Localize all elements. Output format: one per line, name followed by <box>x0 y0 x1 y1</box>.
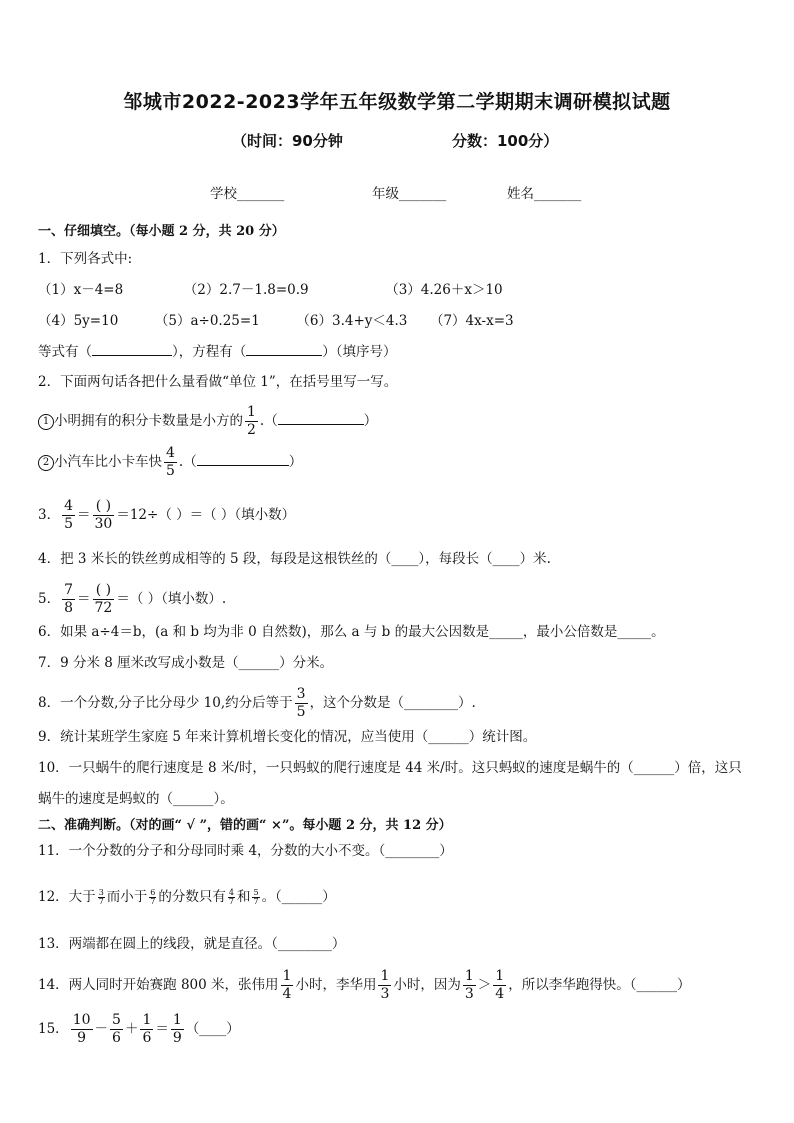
q3-fraction-1 <box>62 498 75 533</box>
q1-items-row1 <box>38 280 503 300</box>
q1-item-4: （4）5y=10 <box>38 313 119 329</box>
circled-number-1: 1 <box>38 414 54 430</box>
q1-item-2: （2）2.7－1.8=0.9 <box>183 282 309 298</box>
frac-num: 1 <box>172 1012 182 1028</box>
q2-part-a <box>38 404 377 439</box>
frac-num: 1 <box>142 1012 152 1028</box>
q5-fraction-1 <box>62 582 75 617</box>
q14-d: ，所以李华跑得快。（______） <box>508 977 691 993</box>
frac-den: 6 <box>112 1030 121 1046</box>
q1-item-5: （5）a÷0.25=1 <box>154 313 260 329</box>
q14-c: 小时，因为 <box>393 977 461 993</box>
school-field[interactable] <box>210 182 284 202</box>
q5-label: 5． <box>38 591 61 607</box>
q1-item-7: （7）4x-x=3 <box>429 313 514 329</box>
q12-fraction-2 <box>149 889 156 906</box>
q11: 11．一个分数的分子和分母同时乘 4，分数的大小不变。（________） <box>38 843 453 859</box>
q12-a: 12．大于 <box>38 889 96 905</box>
greater-than-sign: ＞ <box>477 977 492 993</box>
frac-num: 1 <box>495 968 505 984</box>
q2-part-b <box>38 445 302 480</box>
q12-d: 和 <box>236 889 251 905</box>
q15-fraction-3 <box>140 1012 153 1047</box>
frac-num: 1 <box>464 968 474 984</box>
frac-num: 4 <box>166 445 175 461</box>
school-label: 学校 <box>210 186 237 202</box>
q6: 6．如果 a÷4＝b，(a 和 b 均为非 0 自然数)，那么 a 与 b 的最大公因数是_____，最小公倍数是_____。 <box>38 624 665 640</box>
q14-fraction-2 <box>378 968 391 1003</box>
grade-field[interactable] <box>372 182 446 202</box>
q14-fraction-1 <box>281 968 294 1003</box>
q2-b-fraction <box>164 445 177 480</box>
time-info: （时间：90分钟 <box>232 132 343 150</box>
frac-num: 7 <box>64 582 74 598</box>
grade-label: 年级 <box>372 186 399 202</box>
q10-line2: 蜗牛的速度是蚂蚁的（______）。 <box>38 791 234 807</box>
q1-equation-label-2: ），方程有（ <box>172 344 247 360</box>
q8-pre: 8．一个分数,分子比分母少 10,约分后等于 <box>38 695 293 711</box>
q2-a-blank[interactable] <box>278 410 364 425</box>
frac-den: 3 <box>464 986 474 1002</box>
q1-stem: 1．下列各式中: <box>38 251 133 267</box>
frac-num: 1 <box>282 968 292 984</box>
frac-num: 5 <box>253 888 259 897</box>
q1-equation-blank[interactable] <box>92 341 172 356</box>
frac-den: 5 <box>64 516 74 532</box>
q1-items-row2 <box>38 311 514 331</box>
q15-fraction-2 <box>110 1012 123 1047</box>
frac-den: 9 <box>77 1030 87 1046</box>
frac-den: 9 <box>172 1030 182 1046</box>
q10-line1: 10．一只蜗牛的爬行速度是 8 米/时，一只蚂蚁的爬行速度是 44 米/时。这只蚂蚁的速度是蜗牛的（______）倍，这只 <box>38 760 742 776</box>
q15-tail: （____） <box>185 1021 240 1037</box>
q15 <box>38 1012 240 1047</box>
q3-fraction-2[interactable] <box>93 498 115 533</box>
q2-b-close: ） <box>288 454 303 470</box>
q5-tail: ＝（ ）（填小数）. <box>116 591 227 607</box>
q14-b: 小时，李华用 <box>295 977 377 993</box>
frac-num: 10 <box>72 1012 91 1028</box>
q15-label: 15． <box>38 1021 69 1037</box>
frac-den: 6 <box>142 1030 152 1046</box>
q1-fill-hint: ）（填序号） <box>322 344 397 360</box>
q5-fraction-2[interactable] <box>93 582 115 617</box>
plus-sign: ＋ <box>124 1021 139 1037</box>
school-blank: _______ <box>237 186 285 202</box>
equals-sign: ＝ <box>77 507 91 523</box>
frac-den: 7 <box>98 897 104 906</box>
q12-c: 的分数只有 <box>158 889 226 905</box>
frac-num: 3 <box>98 888 104 897</box>
section2-heading: 二、准确判断。（对的画“ √ ”，错的画“ ×”。每小题 2 分，共 12 分） <box>38 818 452 833</box>
q2-a-text: 小明拥有的积分卡数量是小方的 <box>54 413 243 429</box>
q15-fraction-1 <box>71 1012 93 1047</box>
q12-fraction-4 <box>252 889 259 906</box>
frac-num: 1 <box>380 968 390 984</box>
frac-den: 4 <box>495 986 505 1002</box>
frac-den: 7 <box>150 897 156 906</box>
frac-den: 4 <box>282 986 292 1002</box>
frac-den: 30 <box>94 516 113 532</box>
q1-answer-line <box>38 341 397 362</box>
q8-post: ，这个分数是（________）. <box>309 695 476 711</box>
q1-item-6: （6）3.4+y＜4.3 <box>296 313 408 329</box>
q3 <box>38 498 295 533</box>
q14-a: 14．两人同时开始赛跑 800 米，张伟用 <box>38 977 279 993</box>
name-label: 姓名 <box>507 186 534 202</box>
page-title: 邹城市2022-2023学年五年级数学第二学期期末调研模拟试题 <box>123 91 671 113</box>
q1-formula-blank[interactable] <box>246 341 322 356</box>
q14-fraction-3 <box>463 968 476 1003</box>
q9: 9．统计某班学生家庭 5 年来计算机增长变化的情况，应当使用（______）统计图。 <box>38 729 537 745</box>
q13: 13．两端都在圆上的线段，就是直径。（________） <box>38 936 346 952</box>
score-info: 分数：100分） <box>452 132 559 150</box>
q12-fraction-1 <box>98 889 105 906</box>
frac-den: 5 <box>296 704 306 720</box>
frac-num: ( ) <box>93 498 115 516</box>
frac-num: 4 <box>228 888 234 897</box>
q3-label: 3． <box>38 507 61 523</box>
q8-fraction <box>295 686 308 721</box>
frac-den: 5 <box>166 463 175 479</box>
q12-b: 而小于 <box>106 889 148 905</box>
name-blank: _______ <box>534 186 582 202</box>
q2-b-blank[interactable] <box>197 451 289 466</box>
frac-num: ( ) <box>93 582 115 600</box>
frac-num: 4 <box>64 498 74 514</box>
frac-num: 3 <box>296 686 306 702</box>
q1-equation-label: 等式有（ <box>38 344 92 360</box>
frac-den: 3 <box>380 986 390 1002</box>
q14 <box>38 968 690 1003</box>
q5 <box>38 582 226 617</box>
q2-b-tail: .（ <box>178 454 197 470</box>
q2-a-tail: .（ <box>259 413 278 429</box>
frac-den: 7 <box>253 897 259 906</box>
q1-item-1: （1）x－4=8 <box>38 282 124 298</box>
frac-den: 72 <box>94 600 113 616</box>
circled-number-2: 2 <box>38 455 54 471</box>
section1-heading: 一、仔细填空。（每小题 2 分，共 20 分） <box>38 224 285 239</box>
minus-sign: － <box>94 1021 109 1037</box>
equals-sign: ＝ <box>155 1021 169 1037</box>
q8 <box>38 686 476 721</box>
q2-stem: 2．下面两句话各把什么量看做“单位 1”，在括号里写一写。 <box>38 374 398 390</box>
frac-den: 2 <box>247 422 256 438</box>
q7: 7．9 分米 8 厘米改写成小数是（______）分米。 <box>38 655 334 671</box>
frac-num: 5 <box>112 1012 121 1028</box>
name-field[interactable] <box>507 182 581 202</box>
q15-fraction-4 <box>171 1012 184 1047</box>
q3-rest: ＝12÷（ ）＝（ ）（填小数） <box>116 507 296 523</box>
frac-den: 8 <box>64 600 74 616</box>
frac-den: 7 <box>228 897 234 906</box>
q12 <box>38 887 336 907</box>
frac-num: 6 <box>150 888 156 897</box>
q2-a-fraction <box>245 404 258 439</box>
q12-fraction-3 <box>228 889 235 906</box>
q1-item-3: （3）4.26＋x＞10 <box>385 282 503 298</box>
frac-num: 1 <box>247 404 256 420</box>
grade-blank: _______ <box>399 186 447 202</box>
q14-fraction-4 <box>493 968 506 1003</box>
q2-b-text: 小汽车比小卡车快 <box>54 454 162 470</box>
equals-sign: ＝ <box>77 591 91 607</box>
q12-e: 。（______） <box>261 889 336 905</box>
q4: 4．把 3 米长的铁丝剪成相等的 5 段，每段是这根铁丝的（____），每段长（____）米. <box>38 551 551 567</box>
q2-a-close: ） <box>363 413 378 429</box>
